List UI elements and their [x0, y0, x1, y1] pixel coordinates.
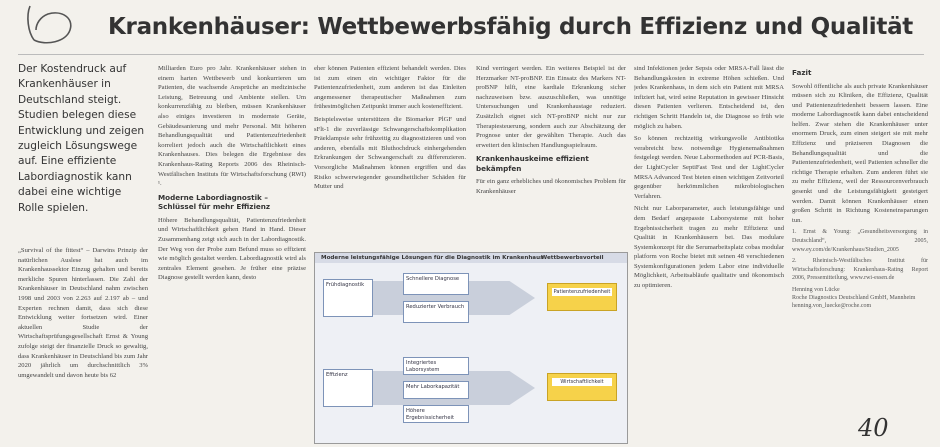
intro-lead: Der Kostendruck auf Krankenhäuser in Deutschland steigt. Studien belegen diese Entwicklung und zeigen zugleich Lösungswege auf. Eine effiziente Labordiagnostik kann dabei eine wichtige Rolle spielen.	[18, 63, 145, 214]
article-column-1	[18, 246, 148, 442]
col5-paragraph-1: sind Infektionen jeder Sepsis oder MRSA-Fall lässt die Behandlungskosten in extreme Höhen schießen. Und jedes Krankenhaus, in dem sich ein Patient mit MRSA infiziert hat, wird seine Reputation in gewisser Hinsicht diesen Patienten verlieren. Entscheidend ist, den richtigen Schritt Handeln ist, die Diagnose so früh wie möglich zu haben.	[634, 65, 784, 130]
article-column-4	[476, 64, 626, 244]
page-number: 40	[858, 414, 889, 442]
footnote-2: 2. Rheinisch-Westfälisches Institut für Wirtschaftsforschung: Krankenhaus-Rating Report 2006, Pressemitteilung, www.rwi-essen.de	[792, 258, 928, 282]
diagram-box-laborkapazität: Mehr Laborkapazität	[403, 381, 469, 399]
handwritten-mark	[22, 2, 82, 48]
author-email: henning.von_luecke@roche.com	[792, 302, 872, 309]
col5-paragraph-2: So können rechtzeitig wirkungsvolle Antibiotika verabreicht bzw. notwendige Hygienemaßnahmen festgelegt werden. Neue Labormethoden auf PCR-Basis, der LightCycler SeptiFast Test und der LightCycler MRSA Advanced Test bieten einen wichtigen Zeitvorteil gegenüber herkömmlichen mikrobiologischen Verfahren.	[634, 135, 784, 200]
page-title: Krankenhäuser: Wettbewerbsfähig durch Effizienz und Qualität	[108, 14, 914, 40]
author-affiliation: Roche Diagnostics Deutschland GmbH, Mannheim	[792, 294, 916, 301]
solutions-diagram	[314, 252, 628, 444]
diagram-box-patientenzufriedenheit: Patientenzufriedenheit	[547, 283, 617, 311]
diagram-box-reduzierter-verbrauch: Reduzierter Verbrauch	[403, 301, 469, 323]
diagram-header-right: Wettbewerbsvorteil	[541, 255, 604, 261]
footnote-1: 1. Ernst & Young: „Gesundheitsversorgung in Deutschland“, 2005, www.ey.com/de/Krankenhaus/Studien_2005	[792, 229, 928, 253]
article-column-6	[792, 64, 928, 442]
author-name: Henning von Lücke	[792, 286, 840, 293]
col4-paragraph-1: Kind verringert werden. Ein weiteres Beispiel ist der Herzmarker NT-proBNP. Ein Einsatz des Markers NT-proBNP hilft, eine kardiale Erkrankung sicher nachzuweisen bzw. auszuschließen, was unnötige Untersuchungen und Krankenhaustage reduziert. Zusätzlich eignet sich NT-proBNP nicht nur zur Therapiesteuerung, sondern auch zur Abschätzung der Prognose unter der gewählten Therapie. Auch das erweitert den klinischen Handlungsspielraum.	[476, 65, 626, 149]
col3-paragraph-1: eher können Patienten effizient behandelt werden. Dies ist zum einen ein wichtiger Faktor für die Patientenzufriedenheit, zum anderen ist das Einleiten angemessener therapeutischer Maßnahmen zum frühestmöglichen Zeitpunkt immer auch kosteneffizient.	[314, 65, 466, 111]
diagram-box-laborsystem: Integriertes Laborsystem	[403, 357, 469, 375]
diagram-box-ergebnissicherheit: Höhere Ergebnissicherheit	[403, 405, 469, 423]
col4-paragraph-2: Für ein ganz erhebliches und ökonomisches Problem für Krankenhäuser	[476, 178, 626, 195]
diagram-box-wirtschaftlichkeit: Wirtschaftlichkeit	[547, 373, 617, 401]
diagram-box-frühdiagnostik: Frühdiagnostik	[323, 279, 373, 317]
article-column-3	[314, 64, 466, 244]
diagram-header-left: Moderne leistungsfähige Lösungen für die Diagnostik im Krankenhaus	[321, 255, 544, 261]
section-heading-krankenhauskeime: Krankenhauskeime effizient bekämpfen	[476, 154, 589, 173]
article-column-5	[634, 64, 784, 442]
section-heading-fazit: Fazit	[792, 68, 812, 77]
col6-paragraph: Sowohl öffentliche als auch private Krankenhäuser müssen sich zu Kliniken, die Effizienz, Qualität und Patientenzufriedenheit bessern lassen. Eine moderne Labordiagnostik kann dabei entscheidend helfen. Zwar stehen die Krankenhäuser unter enormem Druck, zum einen steigert sie mit mehr Effizienz und präziseren Diagnosen die Behandlungsqualität und die Patientenzufriedenheit, weil Patienten schneller die richtige Therapie erhalten. Zum anderen führt sie zu mehr Effizienz, weil der Ressourcenverbrauch gesenkt und die Leistungsfähigkeit gesteigert werden. Damit können Krankenhäuser einen großen Schritt in Richtung Kosteneinsparungen tun.	[792, 82, 928, 224]
article-column-2	[158, 64, 306, 442]
col5-paragraph-3: Nicht nur Laborparameter, auch leistungsfähige und dem Bedarf angepasste Laborsysteme mit hoher Ergebnissicherheit tragen zu mehr Effizienz und Qualität in Krankenhäusern bei. Das modulare Systemkonzept für die Serumarbeitsplatz cobas modular platform von Roche bietet mit seinen 48 verschiedenen Systemkonfigurationen jedem Labor eine individuelle Möglichkeit, Arbeitsabläufe qualitativ und ökonomisch zu optimieren.	[634, 205, 784, 290]
diagram-box-effizienz: Effizienz	[323, 369, 373, 407]
diagram-header	[315, 253, 627, 263]
col3-paragraph-2: Beispielsweise unterstützen die Biomarker PlGF und sFlt-1 die zuverlässige Schwangerschaftskomplikation Präeklampsie sehr frühzeitig zu diagnostizieren und von anderen, ebenfalls mit Bluthochdruck einhergehenden Erkrankungen der Schwangerschaft zu differenzieren. Vorsorgliche Maßnahmen können ergriffen und das Risiko schwerwiegender gesundheitlicher Schäden für Mutter und	[314, 115, 466, 191]
col1-paragraph: „Survival of the fittest“ – Darwins Prinzip der natürlichen Auslese hat auch im Krankenhaussektor Einzug gehalten und bereits merkliche Spuren hinterlassen. Die Zahl der Krankenhäuser in Deutschland nahm zwischen 1998 und 2003 von 2.263 auf 2.197 ab – und Experten rechnen damit, dass sich diese Entwicklung weiter fortsetzen wird. Einer aktuellen Studie der Wirtschaftsprüfungsgesellschaft Ernst & Young zufolge steigt der finanzielle Druck so gewaltig, dass Krankenhäuser in Deutschland bis zum Jahr 2020 jährlich um durchschnittlich 3% umgewandelt und davon heute bis 62	[18, 247, 148, 379]
title-divider	[18, 54, 924, 55]
section-heading-labordiagnostik: Moderne Labordiagnostik – Schlüssel für mehr Effizienz	[158, 192, 271, 212]
col2-paragraph-1: Milliarden Euro pro Jahr. Krankenhäuser stehen in einem harten Wettbewerb und konkurrieren um Patienten, die wachsende Ansprüche an medizinische Leistung, Betreuung und Ambiente stellen. Um konkurrenzfähig zu bleiben, müssen Krankenhäuser also einiges investieren in modernste Geräte, Gebäudesanierung und mehr Personal. Mit höheren Behandlungsqualität und Patientenzufriedenheit korreliert jedoch auch die Wirtschaftlichkeit eines Krankenhauses. Dies belegen die Ergebnisse des Krankenhaus-Rating Reports 2006 des Rheinisch-Westfälischen Instituts für Wirtschaftsforschung (RWI) ¹.	[158, 65, 306, 188]
diagram-box-schnellere-diagnose: Schnellere Diagnose	[403, 273, 469, 295]
col2-paragraph-2: Höhere Behandlungsqualität, Patientenzufriedenheit und Wirtschaftlichkeit gehen Hand in Hand. Dieser Zusammenhang zeigt sich auch in der Labordiagnostik. Der Weg von der Probe zum Befund muss so effizient wie möglich gestaltet werden. Labordiagnostik wird als zentrales Element gesehen. Je früher eine präzise Diagnose gestellt werden kann, desto	[158, 216, 306, 282]
